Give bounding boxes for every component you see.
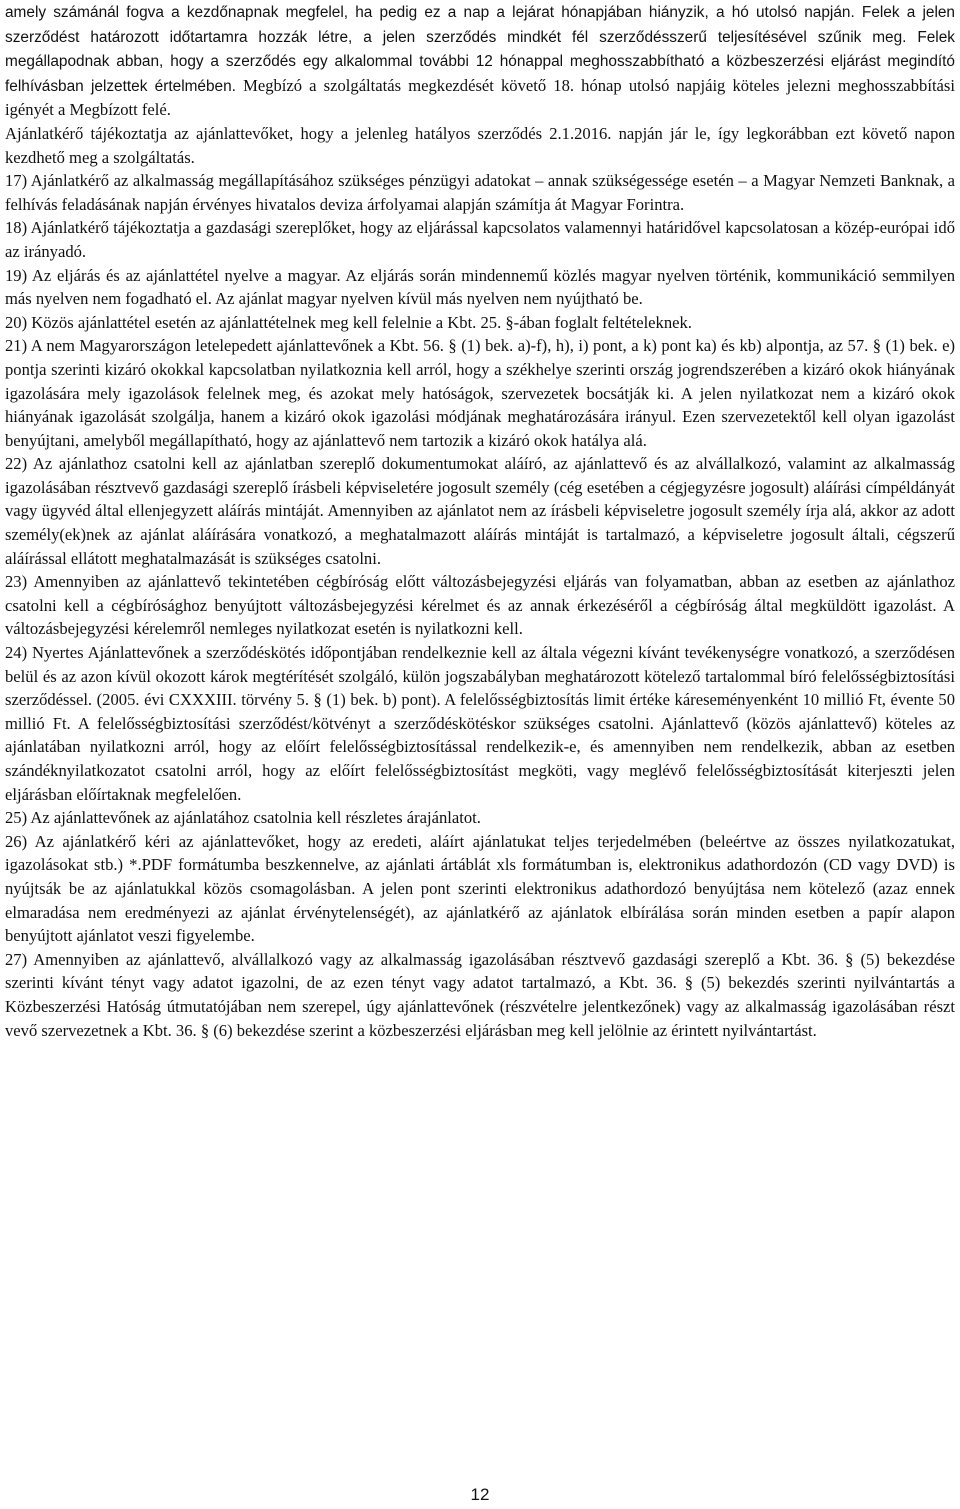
- paragraph-23: 23) Amennyiben az ajánlattevő tekintetében cégbíróság előtt változásbejegyzési eljárás van folyamatban, abban az esetben az ajánlathoz csatolni kell a cégbírósághoz benyújtott változásbejegyzési kérelmet és az annak érkezéséről a cégbíróság által megküldött igazolást. A változásbejegyzési kérelemről nemleges nyilatkozat esetén is nyilatkozni kell.: [5, 572, 955, 639]
- paragraph-24: 24) Nyertes Ajánlattevőnek a szerződéskötés időpontjában rendelkeznie kell az általa végezni kívánt tevékenységre vonatkozó, a szerződésen belül és az azon kívül okozott károk megtérítését szolgáló, külön jogszabályban meghatározott kötelező tartalommal bíró felelősségbiztosítási szerződéssel. (2005. évi CXXXIII. törvény 5. § (1) bek. b) pont). A felelősségbiztosítás limit értéke káreseményenként 10 millió Ft, évente 50 millió Ft. A felelősségbiztosítási szerződést/kötvényt a szerződéskötéskor szükséges csatolni. Ajánlattevő (közös ajánlattevő) köteles az ajánlatában nyilatkozni arról, hogy az előírt felelősségbiztosítással rendelkezik-e, és amennyiben nem rendelkezik, abban az esetben szándéknyilatkozatot csatolni arról, hogy az előírt felelősségbiztosítást megköti, vagy meglévő felelősségbiztosítását kiterjeszti jelen eljárásban előírtaknak megfelelően.: [5, 643, 955, 804]
- paragraph-27: 27) Amennyiben az ajánlattevő, alvállalkozó vagy az alkalmasság igazolásában résztvevő gazdasági szereplő a Kbt. 36. § (5) bekezdése szerinti kívánt tényt vagy adatot igazolni, de az ezen tényt vagy adatot tartalmazó, a Kbt. 36. § (5) bekezdés szerinti nyilvántartás a Közbeszerzési Hatóság útmutatójában nem szerepel, úgy ajánlattevőnek (részvételre jelentkezőnek) vagy az alkalmasság igazolásában részt vevő szervezetnek a Kbt. 36. § (6) bekezdése szerint a közbeszerzési eljárásban meg kell jelölnie az érintett nyilvántartást.: [5, 949, 955, 1040]
- paragraph-17: 17) Ajánlatkérő az alkalmasság megállapításához szükséges pénzügyi adatokat – annak szükségessége esetén – a Magyar Nemzeti Banknak, a felhívás feladásának napján érvényes hivatalos deviza árfolyamai alapján számítja át Magyar Forintra.: [5, 171, 955, 214]
- document-page: [5, 0, 955, 1042]
- contract-term-serif-text: Megbízó a szolgáltatás megkezdését követő 18. hónap utolsó napjáig köteles jelezni meghosszabbítási igényét a Megbízott felé.: [5, 75, 955, 120]
- paragraph-25: 25) Az ajánlattevőnek az ajánlatához csatolnia kell részletes árajánlatot.: [5, 808, 481, 828]
- page-number: 12: [470, 1485, 490, 1504]
- paragraph-contract-term: [5, 0, 955, 122]
- paragraph-20: 20) Közös ajánlattétel esetén az ajánlattételnek meg kell felelnie a Kbt. 25. §-ában foglalt feltételeknek.: [5, 312, 692, 332]
- contract-term-sans-text: amely számánál fogva a kezdőnapnak megfelel, ha pedig ez a nap a lejárat hónapjában hiányzik, a hó utolsó napján. Felek a jelen szerződést határozott időtartamra hozzák létre, a jelen szerződés mindkét fél szerződésszerű teljesítésével szűnik meg. Felek megállapodnak abban, hogy a szerződés egy alkalommal további 12 hónappal meghosszabbítható a közbeszerzési eljárást megindító felhívásban jelzettek értelmében.: [5, 4, 955, 95]
- paragraph-26: 26) Az ajánlatkérő kéri az ajánlattevőket, hogy az eredeti, aláírt ajánlatukat teljes terjedelmében (beleértve az összes nyilatkozatukat, igazolásokat stb.) *.PDF formátumba beszkennelve, az ajánlati ártáblát xls formátumban is, elektronikus adathordozón (CD vagy DVD) is nyújtsák be az ajánlatukkal közös csomagolásban. A jelen pont szerinti elektronikus adathordozó benyújtása nem kötelező (azaz ennek elmaradása nem eredményezi az ajánlat érvénytelenségét), az ajánlatkérő az ajánlatok elbírálása során minden esetben a papír alapon benyújtott ajánlatot veszi figyelembe.: [5, 831, 955, 946]
- paragraph-current-contract: Ajánlatkérő tájékoztatja az ajánlattevőket, hogy a jelenleg hatályos szerződés 2.1.2016. napján jár le, így legkorábban ezt követő napon kezdhető meg a szolgáltatás.: [5, 123, 955, 167]
- paragraph-21: 21) A nem Magyarországon letelepedett ajánlattevőnek a Kbt. 56. § (1) bek. a)-f), h), i) pont, a k) pont ka) és kb) alpontja, az 57. § (1) bek. e) pontja szerinti kizáró okokkal kapcsolatban nyilatkoznia kell arról, hogy a székhelye szerinti ország jogrendszerében a kizáró okok hiányának igazolására mely igazolások felelnek meg, és azokat mely hatóságok, szervezetek bocsátják ki. A jelen nyilatkozat nem a kizáró okok hiányának igazolását szolgálja, hanem a kizáró okok igazolási módjának meghatározására irányul. Ezen szervezetektől kell olyan igazolást benyújtani, amelyből megállapítható, hogy az ajánlattevő nem tartozik a kizáró okok hatálya alá.: [5, 336, 955, 450]
- paragraph-18: 18) Ajánlatkérő tájékoztatja a gazdasági szereplőket, hogy az eljárással kapcsolatos valamennyi határidővel kapcsolatosan a közép-európai idő az irányadó.: [5, 218, 955, 261]
- paragraph-22: 22) Az ajánlathoz csatolni kell az ajánlatban szereplő dokumentumokat aláíró, az ajánlattevő és az alvállalkozó, valamint az alkalmasság igazolásában résztvevő gazdasági szereplő írásbeli képviseletére jogosult személy (cég esetében a cégjegyzésre jogosult) aláírási címpéldányát vagy ügyvéd által ellenjegyzett aláírás mintáját. Amennyiben az ajánlatot nem az írásbeli képviseletre jogosult személy írja alá, akkor az adott személy(ek)nek az ajánlat aláírására vonatkozó, a meghatalmazott aláírás mintáját is tartalmazó, a képviseletre jogosult általi, cégszerű aláírással ellátott meghatalmazását is szükséges csatolni.: [5, 454, 955, 568]
- paragraph-19: 19) Az eljárás és az ajánlattétel nyelve a magyar. Az eljárás során mindennemű közlés magyar nyelven történik, kommunikáció semmilyen más nyelven nem fogadható el. Az ajánlat magyar nyelven kívül más nyelven nem nyújtható be.: [5, 265, 955, 309]
